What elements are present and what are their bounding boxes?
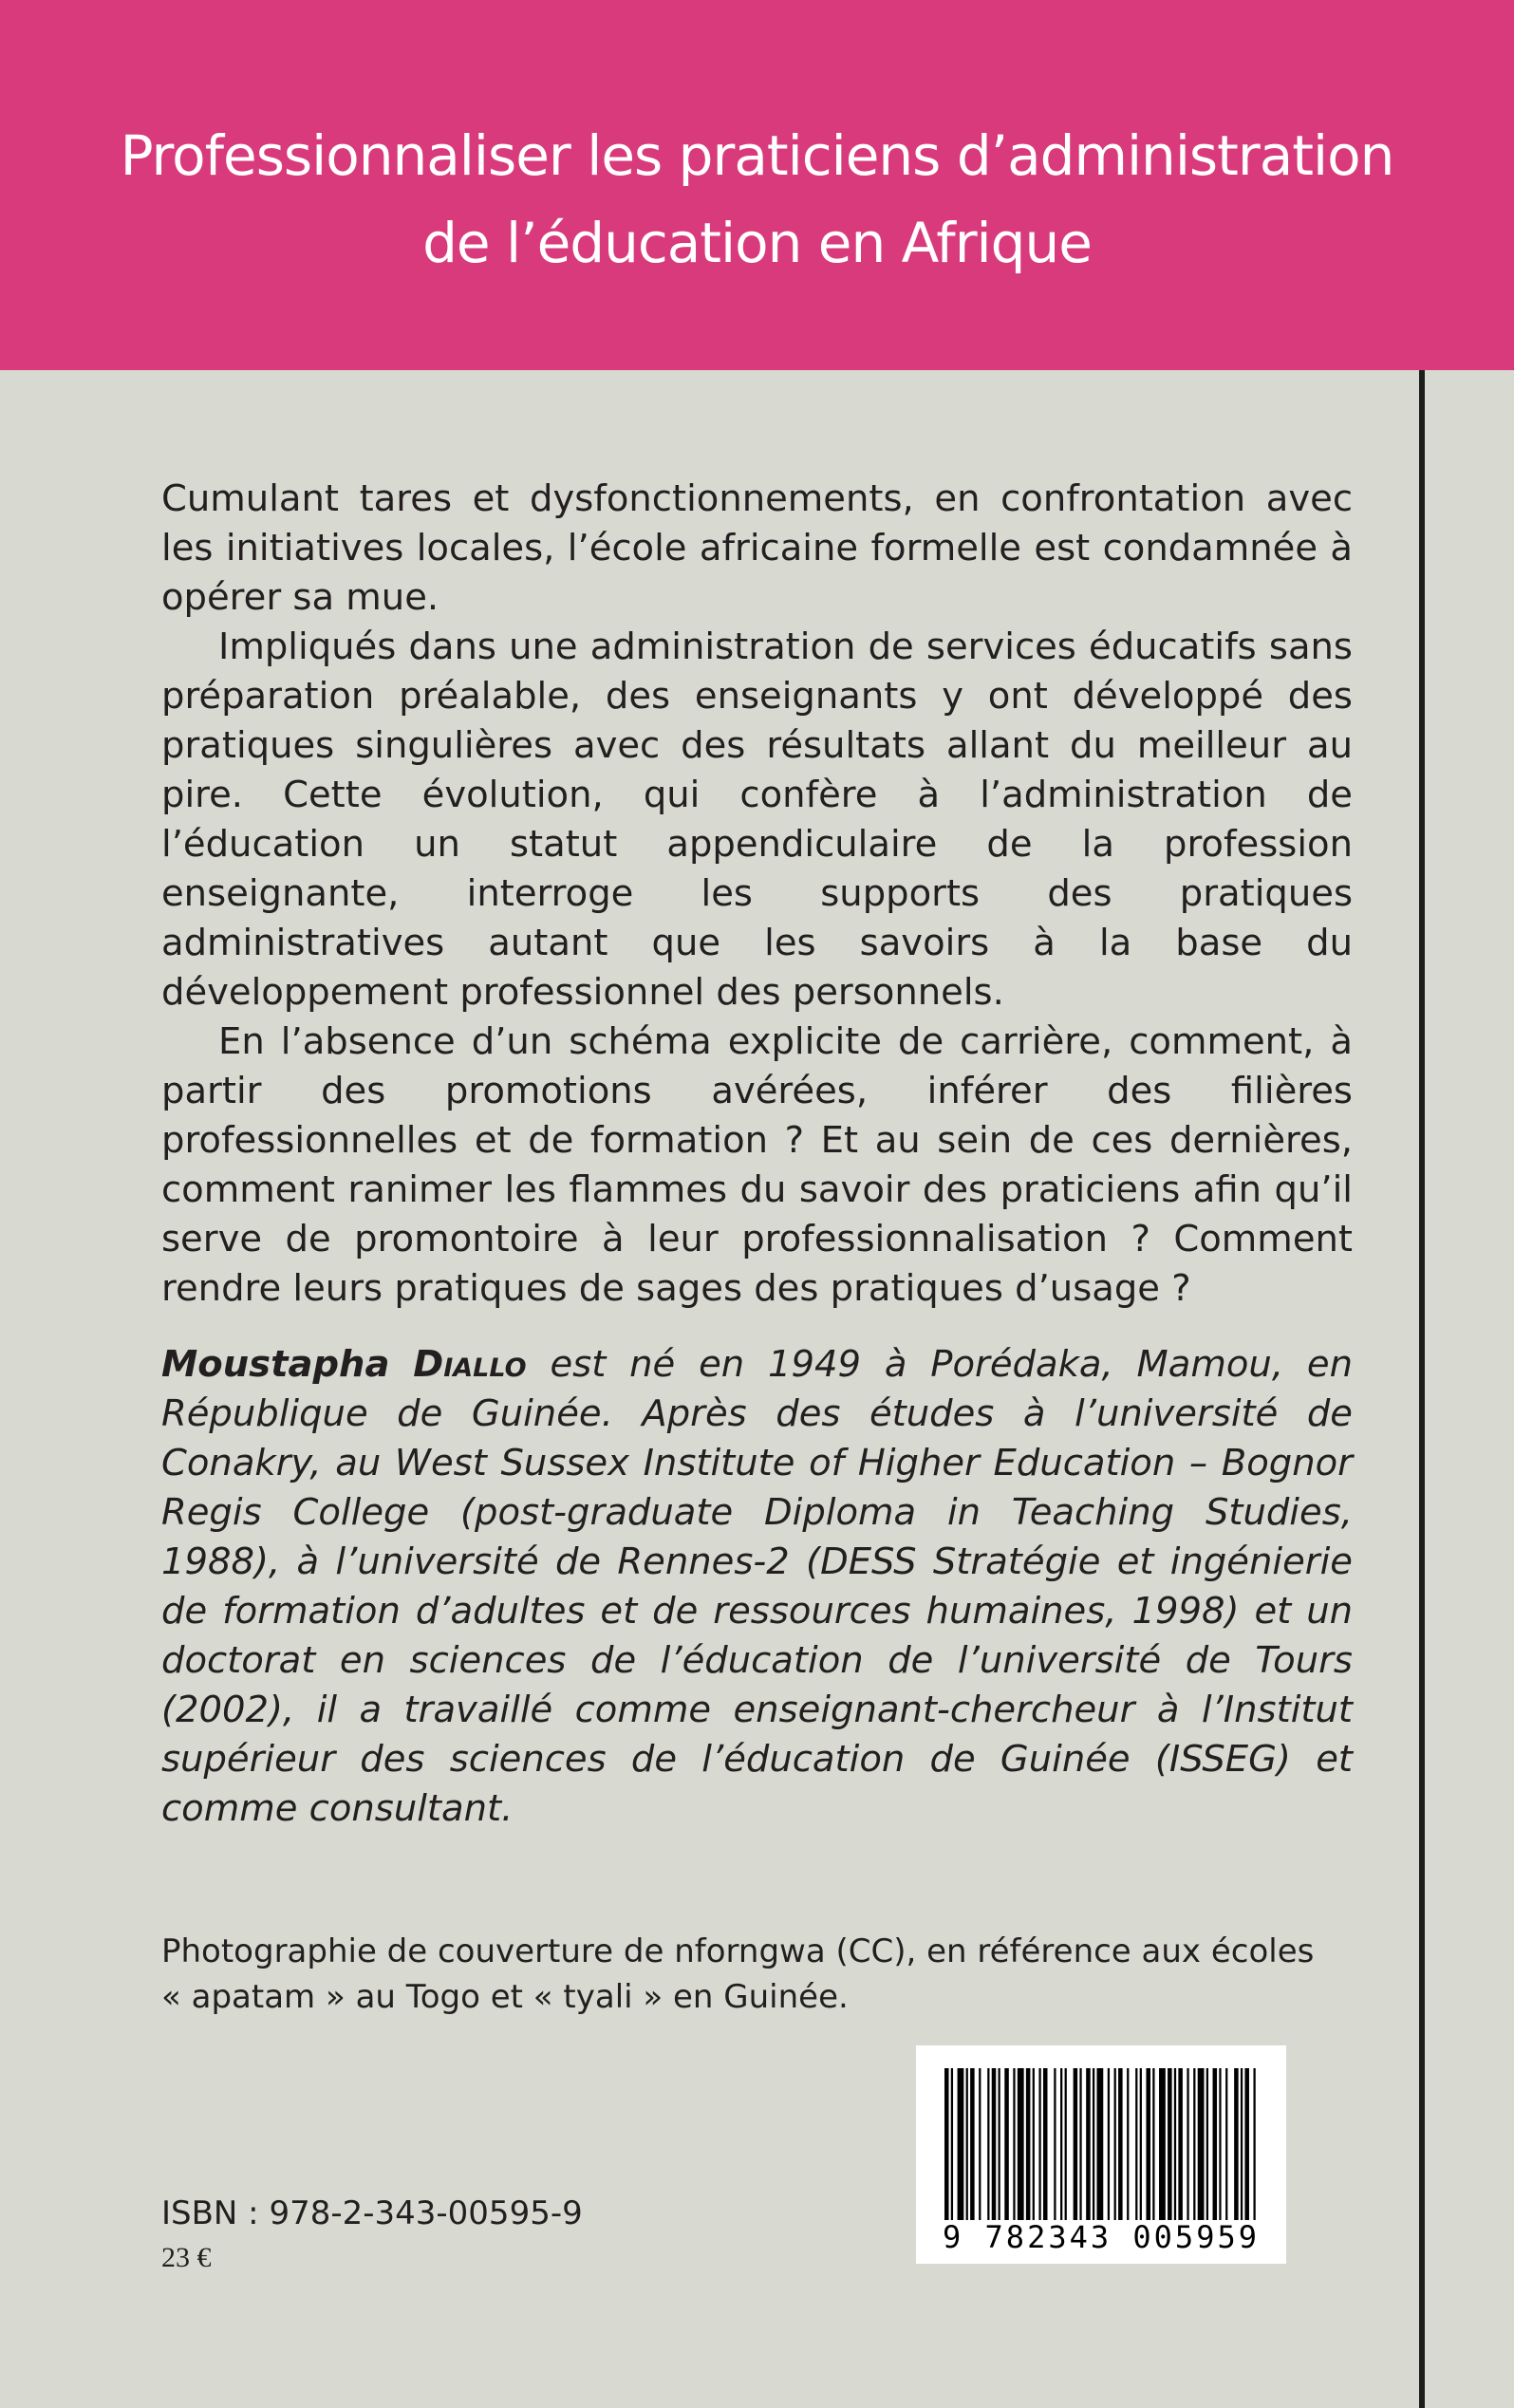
summary-paragraph-1: Cumulant tares et dysfonctionnements, en confrontation avec les initiatives locales, l’école africaine formelle est condamnée à opérer sa mue. — [161, 477, 1353, 619]
barcode-bars-icon — [944, 2068, 1258, 2220]
barcode-digits: 9 782343 005959 — [943, 2219, 1260, 2255]
author-bio-text: est né en 1949 à Porédaka, Mamou, en République de Guinée. Après des études à l’université de Conakry, au West Sussex Institute of Higher Education – Bognor Regis College (post-graduate Diploma in Teaching Studies, 1988), à l’université de Rennes-2 (DESS Stratégie et ingénierie de formation d’adultes et de ressources humaines, 1998) et un doctorat en sciences de l’éducation de l’université de Tours (2002), il a travaillé comme enseignant-chercheur à l’Institut supérieur des sciences de l’éducation de Guinée (ISSEG) et comme consultant. — [161, 1343, 1353, 1830]
photo-credit — [161, 1929, 1395, 2020]
book-summary — [161, 475, 1353, 1314]
book-title — [57, 112, 1457, 287]
author-first-name: Moustapha — [161, 1343, 390, 1386]
summary-paragraph-3: En l’absence d’un schéma explicite de carrière, comment, à partir des promotions avérées, inférer des filières professionnelles et de formation ? Et au sein de ces dernières, comment ranimer les flammes du savoir des praticiens afin qu’il serve de promontoire à leur professionnalisation ? Comment rendre leurs pratiques de sages des pratiques d’usage ? — [161, 1020, 1353, 1310]
barcode — [916, 2045, 1286, 2264]
author-biography — [161, 1340, 1353, 1834]
isbn-number: ISBN : 978-2-343-00595-9 — [161, 2194, 583, 2232]
photo-credit-line-1: Photographie de couverture de nforngwa (CC), en référence aux écoles — [161, 1932, 1315, 1970]
summary-paragraph-2: Impliqués dans une administration de services éducatifs sans préparation préalable, des enseignants y ont développé des pratiques singulières avec des résultats allant du meilleur au pire. Cette évolution, qui confère à l’administration de l’éducation un statut appendiculaire de la profession enseignante, interroge les supports des pratiques administratives autant que les savoirs à la base du développement professionnel des personnels. — [161, 625, 1353, 1014]
title-line-1: Professionnaliser les praticiens d’administration — [120, 123, 1394, 188]
price: 23 € — [161, 2242, 212, 2273]
author-last-name: Diallo — [413, 1343, 527, 1386]
spine-edge-line — [1419, 370, 1425, 2408]
photo-credit-line-2: « apatam » au Togo et « tyali » en Guinée. — [161, 1978, 849, 2016]
title-line-2: de l’éducation en Afrique — [422, 211, 1092, 275]
title-banner — [0, 0, 1514, 370]
